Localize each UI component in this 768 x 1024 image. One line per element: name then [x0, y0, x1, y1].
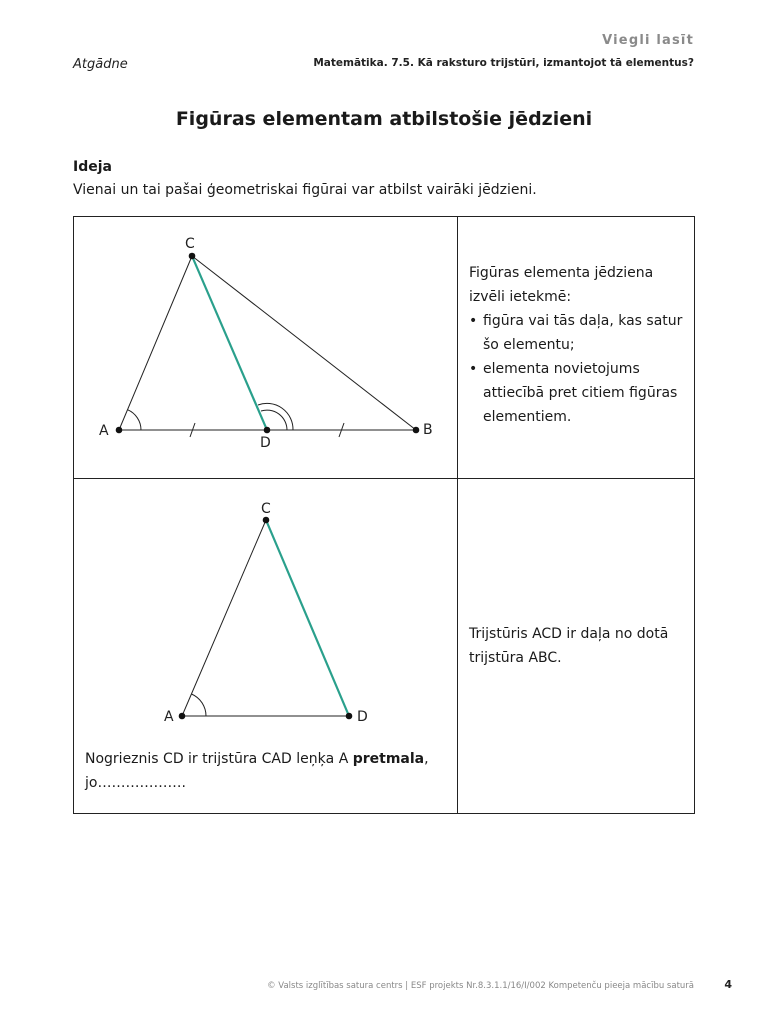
caption-punct: ,	[424, 751, 429, 767]
point-a-2	[179, 713, 186, 720]
caption-text: Nogrieznis CD ir trijstūra CAD leņķa A	[85, 751, 353, 767]
side-ac-2	[182, 520, 266, 716]
section-label: Atgādne	[73, 57, 128, 72]
note-bullet-list	[469, 309, 689, 429]
idea-text: Vienai un tai pašai ģeometriskai figūrai var atbilst vairāki jēdzieni.	[73, 182, 537, 198]
point-d	[264, 427, 271, 434]
side-ac	[119, 256, 192, 430]
caption-blank-line: jo……………….	[85, 775, 186, 791]
point-a	[116, 427, 123, 434]
label-c: C	[185, 236, 195, 252]
page-title: Figūras elementam atbilstošie jēdzieni	[175, 108, 593, 130]
note-intro: Figūras elementa jēdziena izvēli ietekmē:	[469, 265, 654, 305]
element-choice-note	[469, 261, 689, 429]
note-bullet: • elementa novietojums attiecībā pret citiem figūras elementiem.	[469, 357, 689, 429]
footer-text: © Valsts izglītības satura centrs | ESF projekts Nr.8.3.1.1/16/I/002 Kompetenču pieeja mācību saturā	[267, 981, 694, 991]
angle-a-arc-2	[192, 694, 207, 716]
page-number: 4	[724, 978, 732, 991]
label-a-2: A	[164, 709, 174, 725]
triangle-part-note: Trijstūris ACD ir daļa no dotā trijstūra ABC.	[469, 626, 669, 666]
angle-d-arc-outer	[258, 403, 293, 430]
point-d-2	[346, 713, 353, 720]
note-bullet: • figūra vai tās daļa, kas satur šo elementu;	[469, 309, 689, 357]
brand-label: Viegli lasīt	[602, 33, 694, 48]
side-bc	[192, 256, 416, 430]
segment-cd-highlight	[192, 256, 267, 430]
label-c-2: C	[261, 501, 271, 517]
opposite-side-caption	[85, 747, 455, 795]
concept-table	[73, 216, 695, 814]
label-d-2: D	[357, 709, 368, 725]
subject-label: Matemātika. 7.5. Kā raksturo trijstūri, izmantojot tā elementus?	[313, 57, 694, 69]
label-d: D	[260, 435, 271, 451]
point-b	[413, 427, 420, 434]
angle-a-arc	[128, 410, 142, 430]
label-a: A	[99, 423, 109, 439]
caption-bold-term: pretmala	[352, 751, 425, 767]
label-b: B	[423, 422, 433, 438]
segment-cd-highlight-2	[266, 520, 349, 716]
point-c	[189, 253, 196, 260]
idea-heading: Ideja	[73, 159, 112, 175]
point-c-2	[263, 517, 270, 524]
triangle-acd-figure	[164, 501, 368, 725]
triangle-abc-figure	[99, 236, 433, 451]
